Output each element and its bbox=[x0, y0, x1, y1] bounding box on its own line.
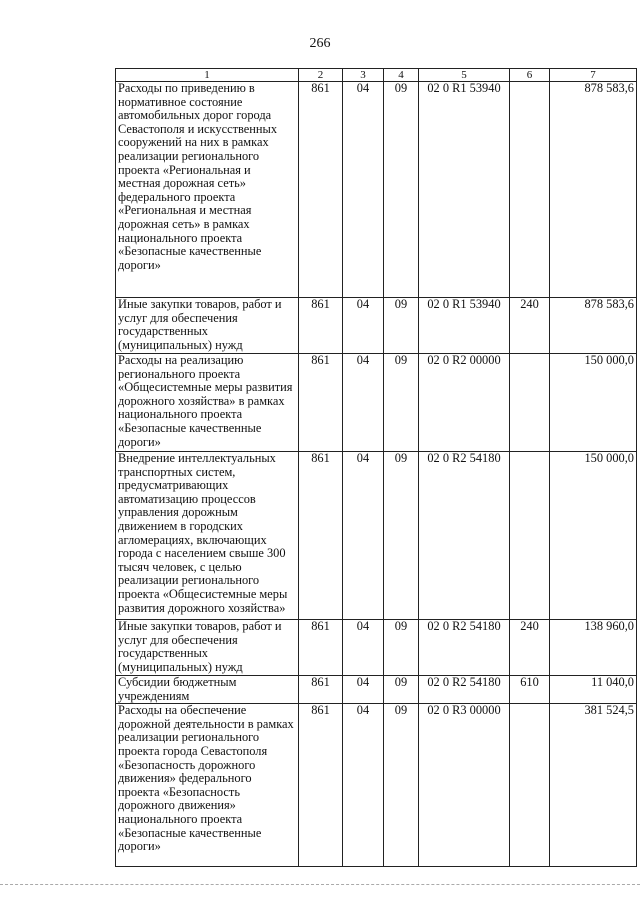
department-code-cell: 861 bbox=[299, 704, 343, 867]
subsection-code-cell: 09 bbox=[384, 620, 419, 676]
column-header: 2 bbox=[299, 69, 343, 82]
subsection-code-cell: 09 bbox=[384, 704, 419, 867]
target-article-cell: 02 0 R2 54180 bbox=[419, 676, 510, 704]
expense-name-cell: Расходы на реализацию регионального проекта «Общесистемные меры развития дорожного хозяйства» в рамках национального проекта «Безопасные качественные дороги» bbox=[116, 354, 299, 452]
table-row bbox=[116, 620, 637, 676]
section-code-cell: 04 bbox=[343, 676, 384, 704]
table-row bbox=[116, 704, 637, 867]
table-row bbox=[116, 676, 637, 704]
expense-name-cell: Расходы на обеспечение дорожной деятельности в рамках реализации регионального проекта города Севастополя «Безопасность дорожного движения» федерального проекта «Безопасность дорожного движения» национального проекта «Безопасные качественные дороги» bbox=[116, 704, 299, 867]
column-header: 5 bbox=[419, 69, 510, 82]
amount-cell: 381 524,5 bbox=[550, 704, 637, 867]
expense-type-cell bbox=[510, 354, 550, 452]
target-article-cell: 02 0 R3 00000 bbox=[419, 704, 510, 867]
section-code-cell: 04 bbox=[343, 298, 384, 354]
amount-cell: 150 000,0 bbox=[550, 452, 637, 620]
target-article-cell: 02 0 R1 53940 bbox=[419, 82, 510, 298]
target-article-cell: 02 0 R2 54180 bbox=[419, 620, 510, 676]
expense-type-cell bbox=[510, 452, 550, 620]
expense-name-cell: Иные закупки товаров, работ и услуг для обеспечения государственных (муниципальных) нужд bbox=[116, 298, 299, 354]
page-bottom-divider bbox=[0, 884, 640, 885]
section-code-cell: 04 bbox=[343, 704, 384, 867]
subsection-code-cell: 09 bbox=[384, 298, 419, 354]
expense-name-cell: Внедрение интеллектуальных транспортных систем, предусматривающих автоматизацию процессов управления дорожным движением в городских агломерациях, включающих города с населением свыше 300 тысяч человек, с целью реализации регионального проекта «Общесистемные меры развития дорожного хозяйства» bbox=[116, 452, 299, 620]
amount-cell: 138 960,0 bbox=[550, 620, 637, 676]
amount-cell: 878 583,6 bbox=[550, 82, 637, 298]
amount-cell: 878 583,6 bbox=[550, 298, 637, 354]
column-header: 3 bbox=[343, 69, 384, 82]
department-code-cell: 861 bbox=[299, 354, 343, 452]
department-code-cell: 861 bbox=[299, 676, 343, 704]
target-article-cell: 02 0 R1 53940 bbox=[419, 298, 510, 354]
expense-name-cell: Расходы по приведению в нормативное состояние автомобильных дорог города Севастополя и искусственных сооружений на них в рамках реализации регионального проекта «Региональная и местная дорожная сеть» федерального проекта «Региональная и местная дорожная сеть» в рамках национального проекта «Безопасные качественные дороги» bbox=[116, 82, 299, 298]
section-code-cell: 04 bbox=[343, 354, 384, 452]
table-row bbox=[116, 354, 637, 452]
expense-type-cell: 610 bbox=[510, 676, 550, 704]
subsection-code-cell: 09 bbox=[384, 354, 419, 452]
page-number: 266 bbox=[309, 36, 331, 51]
column-header: 7 bbox=[550, 69, 637, 82]
department-code-cell: 861 bbox=[299, 620, 343, 676]
table-row bbox=[116, 298, 637, 354]
target-article-cell: 02 0 R2 00000 bbox=[419, 354, 510, 452]
expense-type-cell: 240 bbox=[510, 298, 550, 354]
expense-name-cell: Субсидии бюджетным учреждениям bbox=[116, 676, 299, 704]
budget-table bbox=[115, 68, 637, 867]
subsection-code-cell: 09 bbox=[384, 676, 419, 704]
target-article-cell: 02 0 R2 54180 bbox=[419, 452, 510, 620]
subsection-code-cell: 09 bbox=[384, 452, 419, 620]
expense-type-cell: 240 bbox=[510, 620, 550, 676]
amount-cell: 11 040,0 bbox=[550, 676, 637, 704]
column-header: 4 bbox=[384, 69, 419, 82]
table-row bbox=[116, 82, 637, 298]
expense-name-cell: Иные закупки товаров, работ и услуг для обеспечения государственных (муниципальных) нужд bbox=[116, 620, 299, 676]
table-row bbox=[116, 452, 637, 620]
section-code-cell: 04 bbox=[343, 82, 384, 298]
expense-type-cell bbox=[510, 82, 550, 298]
amount-cell: 150 000,0 bbox=[550, 354, 637, 452]
section-code-cell: 04 bbox=[343, 452, 384, 620]
expense-type-cell bbox=[510, 704, 550, 867]
department-code-cell: 861 bbox=[299, 298, 343, 354]
section-code-cell: 04 bbox=[343, 620, 384, 676]
table-header-row bbox=[116, 69, 637, 82]
column-header: 1 bbox=[116, 69, 299, 82]
department-code-cell: 861 bbox=[299, 452, 343, 620]
subsection-code-cell: 09 bbox=[384, 82, 419, 298]
column-header: 6 bbox=[510, 69, 550, 82]
department-code-cell: 861 bbox=[299, 82, 343, 298]
